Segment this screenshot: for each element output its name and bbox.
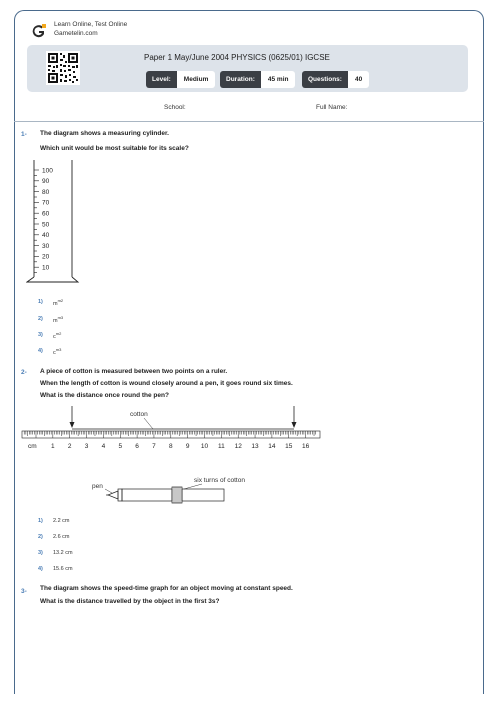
cylinder-scale-label: 90 — [42, 178, 50, 186]
cylinder-scale-label: 60 — [42, 210, 50, 218]
ruler-label: 16 — [301, 443, 310, 450]
question-2-option-3[interactable]: 13.2 cm — [53, 550, 73, 556]
cylinder-scale-label: 40 — [42, 232, 50, 240]
question-1-option-2-number: 2) — [38, 316, 43, 322]
question-2-option-1[interactable]: 2.2 cm — [53, 518, 70, 524]
cylinder-scale-label: 20 — [42, 253, 50, 261]
question-1-option-1-number: 1) — [38, 299, 43, 305]
qr-code-icon — [46, 51, 80, 85]
option-unit-base: c — [53, 349, 56, 356]
ruler-label: 6 — [135, 443, 139, 450]
duration-label: Duration: — [220, 71, 261, 88]
level-badge — [146, 71, 215, 88]
ruler-label: 10 — [200, 443, 209, 450]
option-unit-sup: m2 — [57, 298, 64, 303]
option-unit-sup: m3 — [55, 347, 62, 352]
six-turns-label: six turns of cotton — [194, 477, 245, 484]
ruler-label: 14 — [268, 443, 276, 450]
option-unit-base: m — [53, 300, 58, 307]
questions-badge — [302, 71, 369, 88]
brand-tagline: Learn Online, Test Online — [54, 21, 128, 28]
fullname-field-label[interactable]: Full Name: — [316, 104, 348, 111]
cylinder-scale-label: 100 — [42, 167, 53, 175]
ruler-label: 13 — [251, 443, 259, 450]
question-1-option-2[interactable] — [53, 315, 63, 324]
question-2-number: 2- — [21, 369, 27, 376]
ruler-label: 12 — [234, 443, 242, 450]
question-1-text-line-1: The diagram shows a measuring cylinder. — [40, 130, 169, 137]
option-unit-base: m — [53, 317, 58, 324]
question-2-text-line-1: A piece of cotton is measured between two points on a ruler. — [40, 368, 228, 375]
question-2-option-2[interactable]: 2.6 cm — [53, 534, 70, 540]
ruler-label: 2 — [67, 443, 72, 450]
duration-badge — [220, 71, 295, 88]
question-2-option-4-number: 4) — [38, 566, 43, 572]
question-1-option-3[interactable] — [53, 331, 61, 340]
cylinder-scale-label: 10 — [42, 264, 50, 272]
gametelin-logo-icon — [30, 23, 47, 40]
ruler-label: 4 — [101, 443, 106, 450]
question-1-text-line-2: Which unit would be most suitable for its scale? — [40, 145, 189, 152]
measuring-cylinder-diagram — [26, 156, 84, 286]
brand-site[interactable]: Gametelin.com — [54, 30, 98, 37]
ruler-label: 8 — [168, 443, 173, 450]
option-unit-sup: m3 — [57, 315, 64, 320]
questions-value: 40 — [348, 71, 369, 88]
pen-diagram — [88, 472, 258, 508]
level-value: Medium — [177, 71, 216, 88]
question-2-option-2-number: 2) — [38, 534, 43, 540]
cylinder-scale-label: 50 — [42, 221, 50, 229]
cylinder-scale-label: 30 — [42, 242, 50, 250]
ruler-label: 9 — [185, 443, 190, 450]
question-2-option-3-number: 3) — [38, 550, 43, 556]
ruler-label: 15 — [285, 443, 293, 450]
question-1-option-4[interactable] — [53, 347, 61, 356]
question-1-option-1[interactable] — [53, 298, 63, 307]
question-1-number: 1- — [21, 131, 27, 138]
paper-title: Paper 1 May/June 2004 PHYSICS (0625/01) IGCSE — [144, 53, 330, 62]
ruler-label: 5 — [118, 443, 123, 450]
question-1-option-4-number: 4) — [38, 348, 43, 354]
ruler-label: 11 — [217, 443, 225, 450]
question-2-text-line-2: When the length of cotton is wound closely around a pen, it goes round six times. — [40, 380, 293, 387]
school-field-label[interactable]: School: — [164, 104, 186, 111]
ruler-unit-label: cm — [28, 443, 37, 450]
option-unit-sup: m2 — [55, 331, 62, 336]
question-3-text-line-2: What is the distance travelled by the object in the first 3s? — [40, 598, 220, 605]
cotton-label: cotton — [130, 411, 148, 418]
question-1-option-3-number: 3) — [38, 332, 43, 338]
cylinder-scale-label: 80 — [42, 188, 50, 196]
option-unit-base: c — [53, 333, 56, 340]
ruler-cotton-diagram — [20, 404, 324, 454]
pen-label: pen — [92, 483, 103, 490]
question-3-text-line-1: The diagram shows the speed-time graph for an object moving at constant speed. — [40, 585, 293, 592]
level-label: Level: — [146, 71, 177, 88]
question-2-option-4[interactable]: 15.6 cm — [53, 566, 73, 572]
ruler-label: 3 — [84, 443, 89, 450]
ruler-label: 7 — [152, 443, 156, 450]
duration-value: 45 min — [261, 71, 296, 88]
header-divider — [14, 121, 484, 122]
question-2-text-line-3: What is the distance once round the pen? — [40, 392, 169, 399]
questions-label: Questions: — [302, 71, 348, 88]
cylinder-scale-label: 70 — [42, 199, 50, 207]
question-3-number: 3- — [21, 588, 27, 595]
ruler-label: 1 — [51, 443, 55, 450]
question-2-option-1-number: 1) — [38, 518, 43, 524]
